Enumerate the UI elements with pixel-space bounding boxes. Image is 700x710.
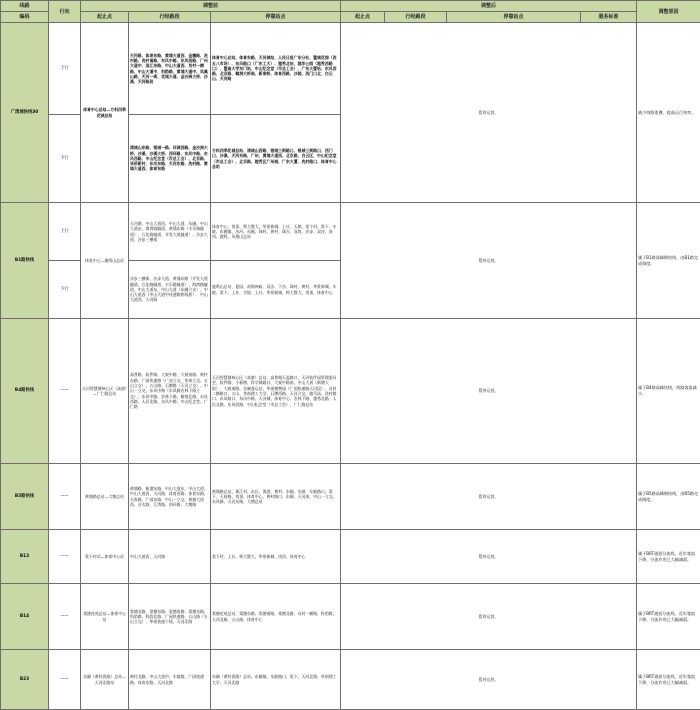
line-name: B13 bbox=[1, 530, 49, 584]
route-cell: 棠德北路、棠德东路、棠德南路、棠德东路、科韵路、科韵北路、广园快速路、五山路（五山立交）、华南快速干线、天河北路 bbox=[129, 584, 211, 650]
stops-cell: 万科四季花城总站、清城山西路、银城三街路口、银城三街路口、西门口、沙溪、天河东路、广州、黄埔大道西、北京路、白云区、中山纪念堂（市总工会）、北京路、越秀区广州城、广东大厦、冼村路口、体育中心总站 bbox=[211, 115, 341, 203]
table-row bbox=[1, 530, 700, 584]
direction-cell: —— bbox=[49, 464, 81, 530]
route-cell: 沙步三横街、沙步大道、黄埔东路（开发大道隧道、石化路隧道、丰乐路隧道）、海湾路隧道、中山大道东、中山大道（东圃立交）、中山大道西（中山大道中快速路跨线桥）、中山大道西、天河路 bbox=[129, 261, 211, 319]
header-service-std: 服务标准 bbox=[581, 12, 637, 23]
line-name: B14 bbox=[1, 584, 49, 650]
table-row bbox=[1, 650, 700, 710]
after-cell: 暂停运营。 bbox=[341, 530, 637, 584]
reason-cell: 属于BRT通道分流线，近年客流下降，分流作用已大幅减弱。 bbox=[637, 584, 700, 650]
table-row bbox=[1, 464, 700, 530]
stops-cell: 体育中心总站、体育东路、天河城站、人民日报广东分社、暨城花园（西五八市场）、东风路口（广东工大）、越秀北站、越华公园（越秀西路口）、暨南大学东门站、中山纪念堂（市总工会）、广东大厦站、东风西路、北京路、鹤洞大桥南、新泰桥、体育西路、沙园、西门口北、白云山、天河路 bbox=[211, 23, 341, 115]
route-cell: 高普路、软件路、大观中路、大观南路、黄村东路、广园快速路（广汕立交、华南立交、五山立交）、五山路、石牌路（天河立交）、中山一立交、东风中路（东风路农林下路立交）、东风中路、农林下路、解放北路、东风西路、人民北路、东风中路、中山纪念堂、广仁路 bbox=[129, 319, 211, 464]
stops-cell: 东圃（黄村西路）总站、东圃镇、车陂路口、棠下、天河北路、华南理工大学、天河北路 bbox=[211, 650, 341, 710]
header-after-stops: 停靠站点 bbox=[447, 12, 581, 23]
after-cell: 暂停运营。 bbox=[341, 23, 637, 203]
header-line: 线路 bbox=[1, 1, 49, 12]
start-end-cell: 体育中心总站—万科四季花城总站 bbox=[81, 23, 129, 203]
direction-cell: 上行 bbox=[49, 23, 81, 115]
line-name: B4路快线 bbox=[1, 319, 49, 464]
route-cell: 黄埔路、新港东路、中山大道东、中山大道、中山大道西、天河路、体育西路、体育东路、天府路、广园东路、中山一立交、黄埔大道西、沙太路、江湾路、南环路、大塘路 bbox=[129, 464, 211, 530]
direction-cell: 下行 bbox=[49, 261, 81, 319]
line-name: B23 bbox=[1, 650, 49, 710]
reason-cell: 属于BRT通道分流线，近年客流下降，分流作用已大幅减弱。 bbox=[637, 530, 700, 584]
direction-cell: 下行 bbox=[49, 115, 81, 203]
table-row bbox=[1, 319, 700, 464]
after-cell: 暂停运营。 bbox=[341, 650, 637, 710]
header-route-section: 行经路段 bbox=[129, 12, 211, 23]
table-row bbox=[1, 584, 700, 650]
line-name: B1路快线 bbox=[1, 203, 49, 319]
header-start-end: 起止点 bbox=[81, 12, 129, 23]
header-direction: 行向 bbox=[49, 1, 81, 23]
header-before: 调整前 bbox=[81, 1, 341, 12]
stops-cell: 棠下村、上社、师大暨大、华景新城、岗顶、体育中心 bbox=[211, 530, 341, 584]
after-cell: 暂停运营。 bbox=[341, 464, 637, 530]
stops-cell: 鹿鸣山总站、夏园、南海神庙、双沙、下沙、珠村、黄村、华景新城、车陂、棠下、上社、学院、上社、华景新城、师大暨大、岗顶、体育中心 bbox=[211, 261, 341, 319]
start-end-cell: 东圃（黄村西路）总站—天河北路站 bbox=[81, 650, 129, 710]
direction-cell: —— bbox=[49, 319, 81, 464]
direction-cell: —— bbox=[49, 650, 81, 710]
table-row bbox=[1, 23, 700, 115]
route-cell: 中山大道西、天河路 bbox=[129, 530, 211, 584]
route-cell: 天河路、中山大道西、中山大道、东圃、中山大道东、海湾路隧道、黄埔东路（丰乐路隧道）、石化路隧道、开发大道隧道）、沙步大道、沙步三横街 bbox=[129, 203, 211, 261]
after-cell: 暂停运营。 bbox=[341, 319, 637, 464]
direction-cell: —— bbox=[49, 584, 81, 650]
start-end-cell: 天河智慧城核心区（高唐）—广仁路总站 bbox=[81, 319, 129, 464]
stops-cell: 黄埔路总站、珠江村、东区、海滨、黄村、东圃、车陂、车陂路口、棠下、天府路、岗顶、体育中心、黄村路口、东圃、天河南、中山一立交、东风路、天河东路、大塘总站 bbox=[211, 464, 341, 530]
header-after: 调整后 bbox=[341, 1, 637, 12]
direction-cell: —— bbox=[49, 530, 81, 584]
header-line-code: 编码 bbox=[1, 12, 49, 23]
start-end-cell: 棠德花苑总站—体育中心站 bbox=[81, 584, 129, 650]
direction-cell: 上行 bbox=[49, 203, 81, 261]
line-name: 广清城快线30 bbox=[1, 23, 49, 203]
reason-cell: 减少线路重叠，提高运行效率。 bbox=[637, 23, 700, 203]
stops-cell: 体育中心、岗顶、师大暨大、华景新城、上社、天朗、棠下村、棠下、车陂、东圃镇、沙河、东圃、珠村、黄村、珠吉、双岗、沙步、双沙、南岗、鹿鸣、凤凰山总站 bbox=[211, 203, 341, 261]
start-end-cell: 黄埔路总站—大塘总站 bbox=[81, 464, 129, 530]
reason-cell: 属于BRT通道分流线，近年客流下降，分流作用已大幅减弱。 bbox=[637, 650, 700, 710]
table-row bbox=[1, 203, 700, 261]
stops-cell: 天河智慧城核心区（高唐）总站、高普路天盈路口、天河软件园管理委员会、软件路、小新塘、科学城路口、大观中路南、中山大道（新塘大街）、大观南路、东圃客运站、华南植物园（广园快速路天河段）、员村二横路口、五山、华南理工大学、石牌西路、天河立交、跑马场、冼村路口、东风路口、东风中路、天河城、体育中心、农林下路、越秀北路、人民北路、东风西路、中山纪念堂（市总工会）、广仁路总站 bbox=[211, 319, 341, 464]
after-cell: 暂停运营。 bbox=[341, 584, 637, 650]
after-cell: 暂停运营。 bbox=[341, 203, 637, 319]
reason-cell: 属于B5路高峰期快线，由B5路完成调度。 bbox=[637, 464, 700, 530]
header-reason: 调整原因 bbox=[637, 1, 700, 23]
header-after-route-section: 行经路段 bbox=[385, 12, 447, 23]
reason-cell: 属于B4路高峰快线，线路客流减少。 bbox=[637, 319, 700, 464]
route-cell: 黄村北路、中山大道中、车陂路、广园快速路、体育东路、天河北路 bbox=[129, 650, 211, 710]
start-end-cell: 体育中心—鹿鸣山总站 bbox=[81, 203, 129, 319]
line-name: B5路快线 bbox=[1, 464, 49, 530]
route-cell: 天河路、体育东路、黄埔大道西、金穗路、冼村路、冼村南路、东风中路、东风西路、广州大道中、滨江东路、中山大道西、员村一横路、中山大道中、科韵路、黄埔大道中、凤凰山路、天河一街、花城大道、金沙洲大桥、沙溪、天河路段 bbox=[129, 23, 211, 115]
header-after-start-end: 起止点 bbox=[341, 12, 385, 23]
header-stops: 停靠站点 bbox=[211, 12, 341, 23]
reason-cell: 属于B1路高峰期快线，由B1路完成调度。 bbox=[637, 203, 700, 319]
route-cell: 清城山东路、银城一路、环城西路、金沙洲大桥、沙溪、沙溪大桥、西环路、东风中路、东风西路、中山纪念堂（市总工会）、北京路、华侨新村、东风东路、天河东路、冼村路、黄埔大道西、体育东路 bbox=[129, 115, 211, 203]
header-row-1 bbox=[1, 1, 700, 12]
start-end-cell: 棠下村站—体育中心站 bbox=[81, 530, 129, 584]
stops-cell: 棠德花苑总站、棠德东路、棠德南路、棠德北路、员村一横路、科韵路、天河北路、五山路、体育中心 bbox=[211, 584, 341, 650]
header-row-2 bbox=[1, 12, 700, 23]
